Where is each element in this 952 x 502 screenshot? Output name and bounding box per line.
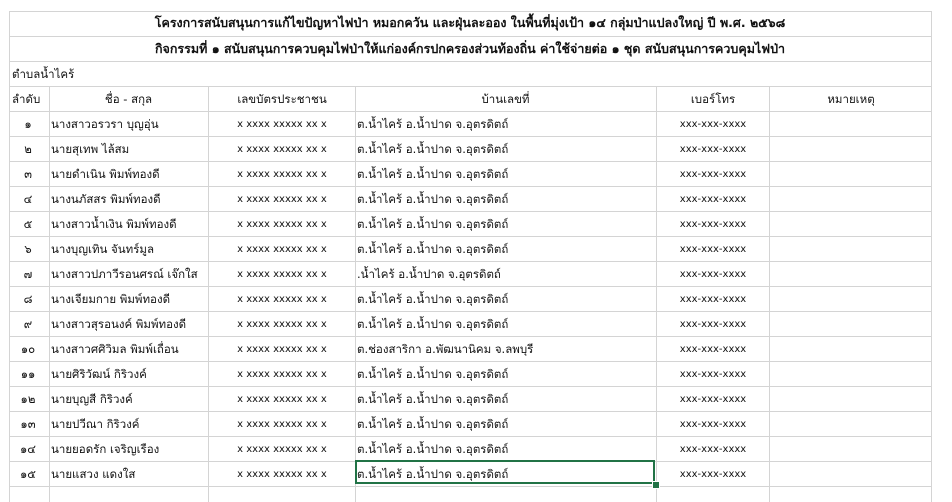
cell-address[interactable]: .น้ำไคร้ อ.น้ำปาด จ.อุตรดิตถ์ [357, 267, 501, 281]
subdistrict-label[interactable]: ตำบลน้ำไคร้ [12, 67, 75, 81]
cell-id[interactable]: x xxxx xxxxx xx x [237, 119, 327, 130]
cell-note[interactable] [771, 462, 931, 487]
cell-id[interactable]: x xxxx xxxxx xx x [237, 294, 327, 305]
sheet-subtitle[interactable]: กิจกรรมที่ ๑ สนับสนุนการควบคุมไฟป่าให้แก่องค์กรปกครองส่วนท้องถิ่น ค่าใช้จ่ายต่อ ๑ ชุด สนับสนุนการควบคุมไฟป่า [154, 41, 786, 56]
cell-num[interactable]: ๒ [24, 142, 32, 156]
cell-num[interactable]: ๑๔ [19, 442, 36, 456]
cell-num[interactable]: ๙ [23, 317, 33, 331]
cell-phone[interactable]: xxx-xxx-xxxx [679, 244, 747, 255]
cell-note[interactable] [771, 362, 931, 387]
cell-name[interactable]: นายบุญสี กิริวงค์ [51, 392, 133, 406]
cell-num[interactable]: ๑๑ [20, 367, 36, 381]
gridline [49, 86, 50, 502]
cell-address[interactable]: ต.น้ำไคร้ อ.น้ำปาด จ.อุตรดิตถ์ [357, 292, 509, 306]
cell-address[interactable]: ต.ช่องสาริกา อ.พัฒนานิคม จ.ลพบุรี [357, 342, 534, 356]
cell-address[interactable]: ต.น้ำไคร้ อ.น้ำปาด จ.อุตรดิตถ์ [357, 192, 509, 206]
header-id[interactable]: เลขบัตรประชาชน [237, 92, 327, 106]
cell-id[interactable]: x xxxx xxxxx xx x [237, 169, 327, 180]
cell-address[interactable]: ต.น้ำไคร้ อ.น้ำปาด จ.อุตรดิตถ์ [357, 317, 509, 331]
cell-address[interactable]: ต.น้ำไคร้ อ.น้ำปาด จ.อุตรดิตถ์ [357, 217, 509, 231]
gridline [769, 86, 770, 502]
header-address[interactable]: บ้านเลขที่ [481, 92, 530, 106]
cell-name[interactable]: นางสาวปภาวีรอนศรณ์ เจ๊กใส [51, 267, 198, 281]
cell-name[interactable]: นางนภัสสร พิมพ์ทองดี [51, 192, 161, 206]
cell-num[interactable]: ๕ [23, 217, 33, 231]
cell-id[interactable]: x xxxx xxxxx xx x [237, 144, 327, 155]
cell-num[interactable]: ๘ [23, 292, 33, 306]
header-name[interactable]: ชื่อ - สกุล [104, 92, 153, 106]
cell-name[interactable]: นายปวีณา กิริวงค์ [51, 417, 140, 431]
cell-id[interactable]: x xxxx xxxxx xx x [237, 269, 327, 280]
cell-phone[interactable]: xxx-xxx-xxxx [679, 269, 747, 280]
cell-name[interactable]: นายศิริวัฒน์ กิริวงค์ [51, 367, 147, 381]
cell-id[interactable]: x xxxx xxxxx xx x [237, 194, 327, 205]
cell-phone[interactable]: xxx-xxx-xxxx [679, 219, 747, 230]
cell-address[interactable]: ต.น้ำไคร้ อ.น้ำปาด จ.อุตรดิตถ์ [357, 142, 509, 156]
sheet-title[interactable]: โครงการสนับสนุนการแก้ไขปัญหาไฟป่า หมอกควัน และฝุ่นละออง ในพื้นที่มุ่งเป้า ๑๔ กลุ่มป่าแปลงใหญ่ ปี พ.ศ. ๒๕๖๘ [154, 15, 786, 30]
cell-phone[interactable]: xxx-xxx-xxxx [679, 319, 747, 330]
active-cell-selection[interactable] [355, 460, 655, 484]
cell-address[interactable]: ต.น้ำไคร้ อ.น้ำปาด จ.อุตรดิตถ์ [357, 392, 509, 406]
cell-id[interactable]: x xxxx xxxxx xx x [237, 244, 327, 255]
gridline [931, 11, 932, 502]
cell-note[interactable] [771, 337, 931, 362]
cell-num[interactable]: ๑๕ [19, 467, 36, 481]
gridline [208, 86, 209, 502]
cell-name[interactable]: นายสุเทพ ไล้สม [51, 142, 130, 156]
fill-handle[interactable] [652, 481, 660, 489]
cell-note[interactable] [771, 162, 931, 187]
cell-note[interactable] [771, 412, 931, 437]
cell-note[interactable] [771, 262, 931, 287]
cell-address[interactable]: ต.น้ำไคร้ อ.น้ำปาด จ.อุตรดิตถ์ [357, 442, 509, 456]
cell-num[interactable]: ๓ [24, 167, 32, 181]
cell-phone[interactable]: xxx-xxx-xxxx [679, 419, 747, 430]
cell-name[interactable]: นายดำเนิน พิมพ์ทองดี [51, 167, 160, 181]
cell-address[interactable]: ต.น้ำไคร้ อ.น้ำปาด จ.อุตรดิตถ์ [357, 417, 509, 431]
cell-phone[interactable]: xxx-xxx-xxxx [679, 369, 747, 380]
cell-note[interactable] [771, 212, 931, 237]
cell-note[interactable] [771, 187, 931, 212]
cell-num[interactable]: ๑๐ [20, 342, 36, 356]
cell-num[interactable]: ๗ [23, 267, 33, 281]
cell-num[interactable]: ๑๒ [20, 392, 36, 406]
cell-phone[interactable]: xxx-xxx-xxxx [679, 294, 747, 305]
cell-note[interactable] [771, 112, 931, 137]
cell-address[interactable]: ต.น้ำไคร้ อ.น้ำปาด จ.อุตรดิตถ์ [357, 367, 509, 381]
cell-note[interactable] [771, 237, 931, 262]
cell-note[interactable] [771, 312, 931, 337]
cell-address[interactable]: ต.น้ำไคร้ อ.น้ำปาด จ.อุตรดิตถ์ [357, 117, 509, 131]
cell-address[interactable]: ต.น้ำไคร้ อ.น้ำปาด จ.อุตรดิตถ์ [357, 467, 509, 481]
gridline [9, 61, 931, 62]
cell-name[interactable]: นางบุญเทิน จันทร์มูล [51, 242, 155, 256]
header-note[interactable]: หมายเหตุ [827, 92, 875, 106]
cell-note[interactable] [771, 137, 931, 162]
cell-name[interactable]: นางสาวอรวรา บุญอุ่น [51, 117, 159, 131]
cell-id[interactable]: x xxxx xxxxx xx x [237, 394, 327, 405]
gridline [656, 86, 657, 502]
cell-num[interactable]: ๑๓ [20, 417, 36, 431]
cell-address[interactable]: ต.น้ำไคร้ อ.น้ำปาด จ.อุตรดิตถ์ [357, 167, 509, 181]
cell-name[interactable]: นางสาวน้ำเงิน พิมพ์ทองดี [51, 217, 177, 231]
cell-id[interactable]: x xxxx xxxxx xx x [237, 344, 327, 355]
cell-phone[interactable]: xxx-xxx-xxxx [679, 144, 747, 155]
cell-num[interactable]: ๔ [23, 192, 33, 206]
cell-id[interactable]: x xxxx xxxxx xx x [237, 419, 327, 430]
cell-id[interactable]: x xxxx xxxxx xx x [237, 219, 327, 230]
cell-phone[interactable]: xxx-xxx-xxxx [679, 119, 747, 130]
cell-phone[interactable]: xxx-xxx-xxxx [679, 444, 747, 455]
gridline [355, 86, 356, 502]
cell-id[interactable]: x xxxx xxxxx xx x [237, 444, 327, 455]
cell-phone[interactable]: xxx-xxx-xxxx [679, 169, 747, 180]
cell-id[interactable]: x xxxx xxxxx xx x [237, 469, 327, 480]
cell-phone[interactable]: xxx-xxx-xxxx [679, 194, 747, 205]
cell-phone[interactable]: xxx-xxx-xxxx [679, 469, 747, 480]
cell-name[interactable]: นายยอดรัก เจริญเรือง [51, 442, 160, 456]
cell-phone[interactable]: xxx-xxx-xxxx [679, 394, 747, 405]
header-phone[interactable]: เบอร์โทร [690, 92, 736, 106]
cell-phone[interactable]: xxx-xxx-xxxx [679, 344, 747, 355]
cell-name[interactable]: นายแสวง แดงใส [51, 467, 136, 481]
cell-address[interactable]: ต.น้ำไคร้ อ.น้ำปาด จ.อุตรดิตถ์ [357, 242, 509, 256]
cell-id[interactable]: x xxxx xxxxx xx x [237, 319, 327, 330]
cell-name[interactable]: นางเจียมกาย พิมพ์ทองดี [51, 292, 171, 306]
cell-name[interactable]: นางสาวศศิวิมล พิมพ์เถื่อน [51, 342, 179, 356]
cell-num[interactable]: ๖ [24, 242, 32, 256]
cell-note[interactable] [771, 287, 931, 312]
cell-num[interactable]: ๑ [24, 117, 32, 131]
cell-name[interactable]: นางสาวสุรอนงค์ พิมพ์ทองดี [51, 317, 187, 331]
cell-note[interactable] [771, 387, 931, 412]
cell-note[interactable] [771, 437, 931, 462]
header-num[interactable]: ลำดับ [12, 92, 41, 106]
cell-id[interactable]: x xxxx xxxxx xx x [237, 369, 327, 380]
